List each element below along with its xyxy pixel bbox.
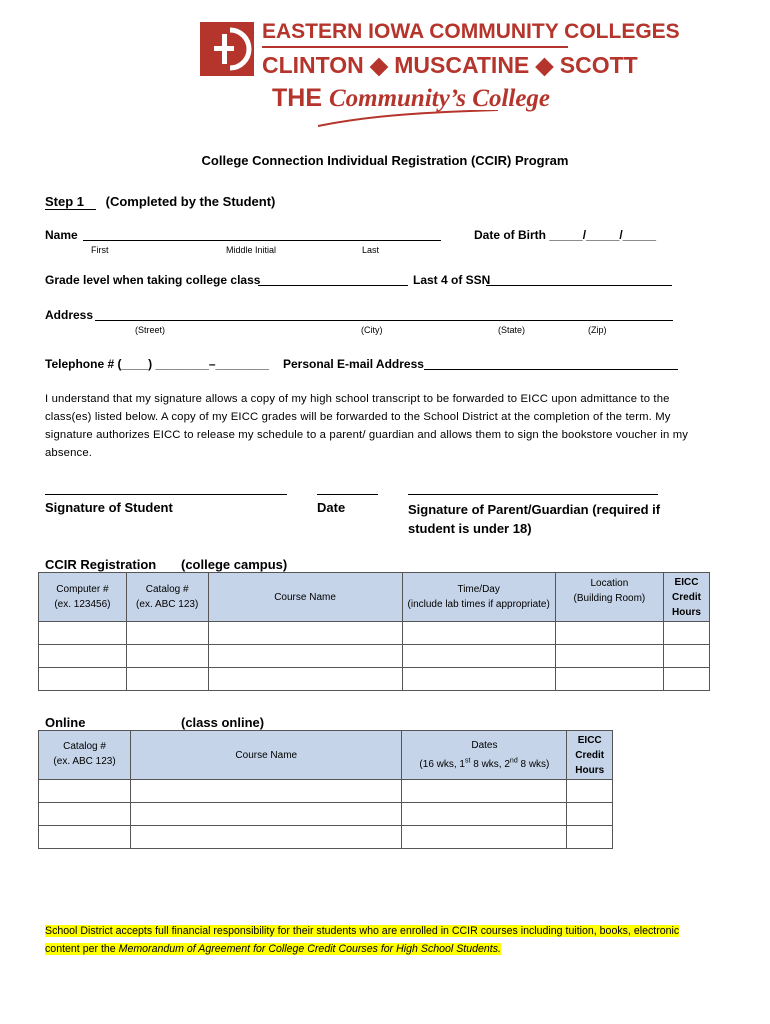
- grade-field[interactable]: [258, 285, 408, 286]
- footer-text: [45, 925, 679, 955]
- step1-note: (Completed by the Student): [105, 194, 276, 209]
- col-computer-example: (ex. 123456): [54, 599, 111, 610]
- col-time: [402, 573, 555, 622]
- table-cell[interactable]: [131, 826, 402, 849]
- ssn-label: Last 4 of SSN: [413, 273, 491, 287]
- col-credit-label: EICC Credit Hours: [672, 576, 701, 618]
- address-field[interactable]: [95, 320, 673, 321]
- col-dates: [402, 731, 567, 780]
- logo-tagline-rest: Community’s College: [328, 85, 551, 112]
- online-table: [38, 730, 613, 849]
- logo-mark-icon: [200, 22, 254, 76]
- col-catalog-example: (ex. ABC 123): [136, 599, 199, 610]
- table-cell[interactable]: [208, 668, 402, 691]
- col-time-label: Time/Day: [457, 584, 500, 595]
- logo-tagline: [272, 84, 550, 113]
- col-location: [555, 573, 663, 622]
- student-signature-label: Signature of Student: [45, 500, 173, 515]
- table-cell[interactable]: [567, 826, 613, 849]
- online-note: (class online): [181, 715, 265, 730]
- table-cell[interactable]: [402, 803, 567, 826]
- table-row: [39, 826, 613, 849]
- student-signature-line[interactable]: [45, 494, 287, 495]
- col-course-label: Course Name: [235, 749, 298, 761]
- col-location-label: Location: [590, 578, 629, 589]
- address-city-caption: (City): [361, 325, 383, 335]
- table-cell[interactable]: [39, 668, 127, 691]
- step1-label: Step 1: [45, 194, 96, 210]
- ccir-header-row: [39, 573, 710, 622]
- footer-text-italic: Memorandum of Agreement for College Credit Courses for High School Students.: [118, 943, 501, 955]
- email-label: Personal E-mail Address: [283, 357, 424, 371]
- name-middle-caption: Middle Initial: [226, 245, 277, 255]
- table-cell[interactable]: [131, 780, 402, 803]
- col-catalog: [39, 731, 131, 780]
- table-cell[interactable]: [402, 645, 555, 668]
- table-row: [39, 803, 613, 826]
- date-signature-line[interactable]: [317, 494, 378, 495]
- table-cell[interactable]: [567, 780, 613, 803]
- page-title: College Connection Individual Registration (CCIR) Program: [201, 153, 569, 168]
- table-cell[interactable]: [208, 622, 402, 645]
- online-header-row: [39, 731, 613, 780]
- name-last-caption: Last: [362, 245, 380, 255]
- logo-line-2: CLINTON ◆ MUSCATINE ◆ SCOTT: [262, 52, 638, 78]
- consent-paragraph: I understand that my signature allows a copy of my high school transcript to be forwarded to EICC upon admittance to the class(es) listed below. A copy of my EICC grades will be forwarded to the School District at the completion of the term. My signature authorizes EICC to release my schedule to a parent/ guardian and allows them to sign the bookstore voucher in my absence.: [45, 393, 689, 459]
- col-credit: [664, 573, 710, 622]
- table-cell[interactable]: [555, 668, 663, 691]
- grade-label: Grade level when taking college class: [45, 273, 261, 287]
- table-cell[interactable]: [131, 803, 402, 826]
- col-course: [208, 573, 402, 622]
- table-cell[interactable]: [39, 803, 131, 826]
- col-catalog-label: Catalog #: [145, 584, 189, 595]
- table-row: [39, 668, 710, 691]
- logo-line-1: EASTERN IOWA COMMUNITY COLLEGES: [262, 20, 680, 43]
- address-state-caption: (State): [498, 325, 526, 335]
- name-label: Name: [45, 228, 78, 242]
- ccir-note: (college campus): [181, 557, 288, 572]
- table-cell[interactable]: [39, 645, 127, 668]
- col-location-sub: (Building Room): [573, 593, 646, 604]
- col-catalog-example: (ex. ABC 123): [53, 756, 116, 767]
- table-cell[interactable]: [402, 826, 567, 849]
- ccir-heading: CCIR Registration: [45, 557, 157, 572]
- date-label: Date: [317, 500, 346, 515]
- table-cell[interactable]: [126, 645, 208, 668]
- col-computer-label: Computer #: [56, 584, 109, 595]
- table-cell[interactable]: [402, 622, 555, 645]
- col-computer: [39, 573, 127, 622]
- table-cell[interactable]: [402, 668, 555, 691]
- table-cell[interactable]: [402, 780, 567, 803]
- col-catalog-label: Catalog #: [63, 741, 106, 752]
- parent-signature-label: Signature of Parent/Guardian (required if student is under 18): [408, 502, 661, 536]
- footer-text-main: School District accepts full financial responsibility for their students who are enrolled in CCIR courses including tuition, books, electronic content per the: [45, 925, 680, 955]
- table-cell[interactable]: [664, 622, 710, 645]
- ccir-table: [38, 572, 710, 691]
- footer-note: [45, 922, 695, 958]
- email-field[interactable]: [424, 369, 678, 370]
- telephone-field[interactable]: Telephone # (____) ________–________: [45, 357, 269, 371]
- table-cell[interactable]: [567, 803, 613, 826]
- table-cell[interactable]: [664, 668, 710, 691]
- table-row: [39, 780, 613, 803]
- table-cell[interactable]: [126, 668, 208, 691]
- address-street-caption: (Street): [135, 325, 166, 335]
- name-first-caption: First: [91, 245, 109, 255]
- col-time-sub: (include lab times if appropriate): [407, 599, 550, 610]
- ssn-field[interactable]: [486, 285, 672, 286]
- parent-signature-line[interactable]: [408, 494, 658, 495]
- dob-field[interactable]: Date of Birth _____/_____/_____: [474, 228, 657, 242]
- table-cell[interactable]: [555, 622, 663, 645]
- address-label: Address: [45, 308, 94, 322]
- name-field[interactable]: [83, 240, 441, 241]
- table-cell[interactable]: [39, 780, 131, 803]
- col-catalog: [126, 573, 208, 622]
- table-cell[interactable]: [208, 645, 402, 668]
- logo-swoosh-icon: [318, 110, 498, 128]
- table-cell[interactable]: [39, 826, 131, 849]
- col-credit-label: EICC Credit Hours: [575, 734, 605, 776]
- table-cell[interactable]: [39, 622, 127, 645]
- online-heading: Online: [45, 715, 86, 730]
- table-row: [39, 645, 710, 668]
- table-cell[interactable]: [555, 645, 663, 668]
- step1-heading: [45, 194, 275, 210]
- table-row: [39, 622, 710, 645]
- col-dates-sub: (16 wks, 1st 8 wks, 2nd 8 wks): [419, 757, 550, 770]
- address-zip-caption: (Zip): [588, 325, 607, 335]
- col-credit: [567, 731, 613, 780]
- logo-tagline-the: THE: [272, 84, 322, 112]
- col-course-label: Course Name: [274, 591, 336, 603]
- table-cell[interactable]: [126, 622, 208, 645]
- col-dates-label: Dates: [471, 740, 498, 752]
- table-cell[interactable]: [664, 645, 710, 668]
- col-course: [131, 731, 402, 780]
- logo-rule: [262, 46, 568, 48]
